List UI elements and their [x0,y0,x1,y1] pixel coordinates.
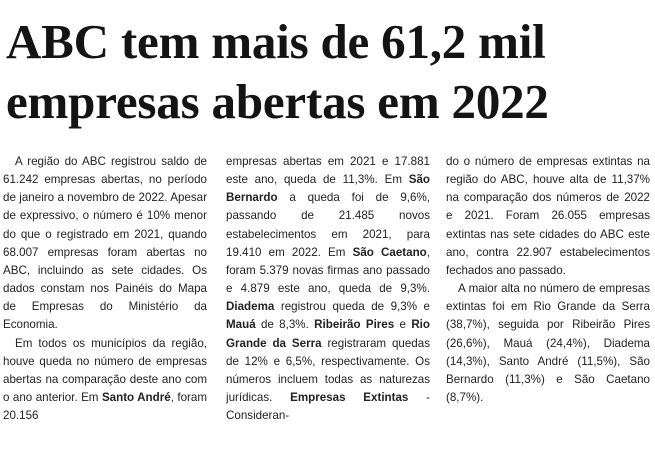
headline-line-1: ABC tem mais de 61,2 mil [6,14,546,69]
text-run: a queda foi de 9,6%, passando de 21.485 novos estabelecimentos em 2021, para 19.410 em 2022. Em [226,191,430,259]
bold-text-run: Empresas Extintas [290,391,409,405]
paragraph [3,335,207,426]
paragraph [446,280,650,407]
bold-text-run: Santo André [101,391,171,405]
article-column-2 [226,153,430,465]
bold-text-run: São Caetano [352,245,427,259]
bold-text-run: Mauá [226,318,256,332]
bold-text-run: São Bernardo [226,173,430,205]
text-run: e [394,318,412,332]
text-run: de 8,3%. [255,318,315,332]
text-run: registrou queda de 9,3% e [274,300,430,314]
text-run: Em todos os municípios da região, houve queda no número de empresas abertas na comparação deste ano com o ano anterior. Em [3,336,207,405]
headline [6,12,651,132]
text-run: , foram 5.379 novas firmas ano passado e 4.879 este ano, queda de 9,3%. [226,245,430,296]
bold-text-run: Rio Grande da Serra [226,318,430,350]
text-run: , foram 20.156 [3,391,207,423]
text-run: registraram quedas de 12% e 6,5%, respectivamente. Os números incluem todas as naturezas jurídicas. [226,336,430,405]
paragraph [446,153,650,280]
text-run: A região do ABC registrou saldo de 61.242 empresas abertas, no período de janeiro a novembro de 2022. Apesar de expressivo, o número é 10% menor do que o registrado em 2021, quando 68.007 empresas foram abertas no ABC, incluindo as sete cidades. Os dados constam nos Painéis do Mapa de Empresas do Ministério da Economia. [3,155,207,332]
text-run: A maior alta no número de empresas extintas foi em Rio Grande da Serra (38,7%), seguida por Ribeirão Pires (26,6%), Mauá (24,4%), Diadema (14,3%), Santo André (11,5%), São Bernardo (11,3%) e São Caetano (8,7%). [446,282,650,405]
text-run: - Consideran- [226,391,430,423]
bold-text-run: Ribeirão Pires [314,318,395,332]
text-run: empresas abertas em 2021 e 17.881 este ano, queda de 11,3%. Em [226,155,430,187]
article-column-1 [3,153,207,465]
headline-line-2: empresas abertas em 2022 [6,74,549,129]
text-run: do o número de empresas extintas na região do ABC, houve alta de 11,37% na comparação dos números de 2022 e 2021. Foram 26.055 empresas extintas nas sete cidades do ABC este ano, contra 22.907 estabelecimentos fechados ano passado. [446,155,650,277]
bold-text-run: Diadema [226,300,275,314]
paragraph [226,153,430,425]
paragraph [3,153,207,335]
article-column-3 [446,153,650,465]
